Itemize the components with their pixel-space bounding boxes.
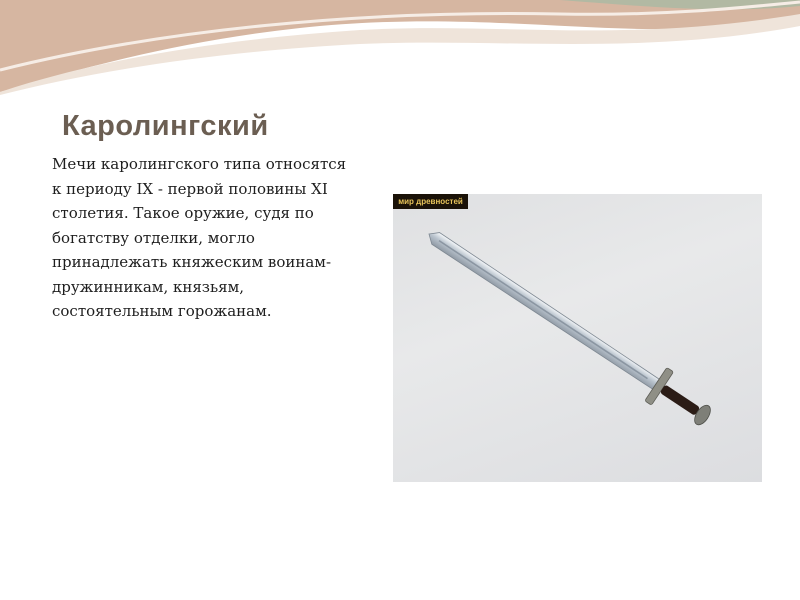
- slide-title: Каролингский: [62, 110, 269, 142]
- photo-logo: мир древностей: [393, 194, 468, 209]
- slide-body-text: Мечи каролингского типа относятся к периоду IX - первой половины XI столетия. Такое оружие, судя по богатству отделки, могло принадлежать княжеским воинам-дружинникам, князьям, состоятельным горожанам.: [52, 155, 347, 320]
- sword-photo: [393, 194, 762, 482]
- sword-fuller: [439, 241, 647, 379]
- sword-grip: [660, 384, 701, 416]
- sword-icon: [393, 194, 762, 482]
- top-decoration: [0, 0, 800, 95]
